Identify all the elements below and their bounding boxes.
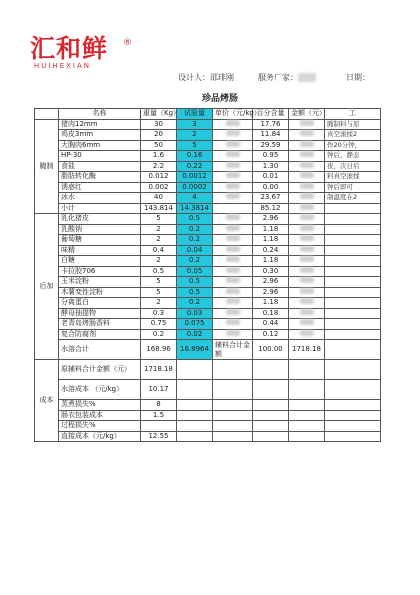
- subtotal-test: 14.3814: [177, 203, 213, 214]
- amount-cell: [289, 193, 325, 204]
- process-cell: [325, 224, 381, 235]
- header-amount: 金额（元）: [289, 109, 325, 120]
- subtotal-unit-price: [213, 203, 253, 214]
- cost-process-cell: [325, 410, 381, 421]
- cost-test-cell: [177, 380, 213, 400]
- process-note: 钟后即可: [325, 182, 381, 193]
- cost-test-cell: [177, 400, 213, 411]
- water-total-test: 16.8964: [177, 340, 213, 360]
- table-row: [35, 277, 381, 288]
- header-test: 试验量: [177, 109, 213, 120]
- percent-cell: 1.18: [253, 235, 289, 246]
- weight-cell: 2: [141, 298, 177, 309]
- table-row: [35, 287, 381, 298]
- weight-cell: 50: [141, 140, 177, 151]
- test-amount-cell: 0.0012: [177, 172, 213, 183]
- weight-cell: 5: [141, 277, 177, 288]
- cost-row: [35, 421, 381, 432]
- header-name: 名称: [59, 109, 141, 120]
- test-amount-cell: 0.075: [177, 319, 213, 330]
- weight-cell: 2: [141, 235, 177, 246]
- cost-label: 肠衣包装成本: [59, 410, 141, 421]
- designer-value: 邵琲刚: [210, 73, 234, 82]
- amount-cell: [289, 130, 325, 141]
- process-note: 真空滚揉2: [325, 130, 381, 141]
- ingredient-name: 乳化猪皮: [59, 214, 141, 225]
- weight-cell: 0.5: [141, 266, 177, 277]
- test-amount-cell: 5: [177, 140, 213, 151]
- percent-cell: 1.18: [253, 256, 289, 267]
- brand-name-cn: 汇和鲜: [30, 34, 109, 63]
- water-total-weight: 168.96: [141, 340, 177, 360]
- test-amount-cell: 0.02: [177, 329, 213, 340]
- cost-unit-price-cell: [213, 380, 253, 400]
- unit-price-cell: [213, 277, 253, 288]
- subtotal-row: [35, 203, 381, 214]
- test-amount-cell: 0.5: [177, 287, 213, 298]
- weight-cell: 5: [141, 214, 177, 225]
- ingredient-name: 鸡皮3mm: [59, 130, 141, 141]
- date-field: [346, 72, 370, 83]
- percent-cell: 0.00: [253, 182, 289, 193]
- process-cell: [325, 256, 381, 267]
- unit-price-cell: [213, 298, 253, 309]
- weight-cell: 2: [141, 256, 177, 267]
- unit-price-cell: [213, 172, 253, 183]
- unit-price-cell: [213, 266, 253, 277]
- cost-value: 10.17: [141, 380, 177, 400]
- section-label-marinate: 腌制: [35, 119, 59, 214]
- process-cell: [325, 235, 381, 246]
- cost-label: 蒸煮损失%: [59, 400, 141, 411]
- cost-amount-cell: [289, 360, 325, 380]
- process-cell: [325, 308, 381, 319]
- percent-cell: 17.76: [253, 119, 289, 130]
- percent-cell: 0.18: [253, 308, 289, 319]
- cost-unit-price-cell: [213, 400, 253, 411]
- table-row: [35, 214, 381, 225]
- registered-mark: ®: [123, 38, 132, 48]
- weight-cell: 30: [141, 119, 177, 130]
- table-row: [35, 319, 381, 330]
- subtotal-weight: 143.814: [141, 203, 177, 214]
- unit-price-cell: [213, 308, 253, 319]
- cost-row: [35, 380, 381, 400]
- ingredient-name: 葡萄糖: [59, 235, 141, 246]
- table-row: [35, 266, 381, 277]
- table-row: [35, 119, 381, 130]
- cost-amount-cell: [289, 400, 325, 411]
- table-row: [35, 308, 381, 319]
- amount-cell: [289, 172, 325, 183]
- amount-cell: [289, 161, 325, 172]
- header-row: [35, 109, 381, 120]
- cost-row: [35, 360, 381, 380]
- header-blank: [35, 109, 59, 120]
- test-amount-cell: 0.5: [177, 214, 213, 225]
- cost-label: 直接成本（元/kg）: [59, 431, 141, 442]
- percent-cell: 0.01: [253, 172, 289, 183]
- process-note: 夜，次日后: [325, 161, 381, 172]
- test-amount-cell: 3: [177, 119, 213, 130]
- table-row: [35, 256, 381, 267]
- process-note: 料真空滚揉: [325, 172, 381, 183]
- cost-amount-cell: [289, 421, 325, 432]
- weight-cell: 2: [141, 224, 177, 235]
- water-total-row: [35, 340, 381, 360]
- ingredient-name: 卡拉胶706: [59, 266, 141, 277]
- cost-unit-price-cell: [213, 431, 253, 442]
- unit-price-cell: [213, 182, 253, 193]
- cost-process-cell: [325, 431, 381, 442]
- table-row: [35, 224, 381, 235]
- process-note: 制温度在2: [325, 193, 381, 204]
- subtotal-process: [325, 203, 381, 214]
- ingredient-name: 冰水: [59, 193, 141, 204]
- cost-percent-cell: [253, 380, 289, 400]
- subtotal-percent: 85.12: [253, 203, 289, 214]
- percent-cell: 1.30: [253, 161, 289, 172]
- test-amount-cell: 0.2: [177, 298, 213, 309]
- weight-cell: 0.75: [141, 319, 177, 330]
- process-cell: [325, 214, 381, 225]
- cost-percent-cell: [253, 400, 289, 411]
- process-cell: [325, 245, 381, 256]
- cost-percent-cell: [253, 431, 289, 442]
- cost-label: 过程损失%: [59, 421, 141, 432]
- process-cell: [325, 298, 381, 309]
- weight-cell: 0.3: [141, 308, 177, 319]
- table-row: [35, 245, 381, 256]
- cost-label: 原辅料合计金额（元）: [59, 360, 141, 380]
- weight-cell: 0.012: [141, 172, 177, 183]
- service-label: 服务厂家：: [258, 73, 298, 82]
- table-row: [35, 182, 381, 193]
- unit-price-cell: [213, 245, 253, 256]
- header-percent: 百分含量: [253, 109, 289, 120]
- ingredient-name: 大胸肉6mm: [59, 140, 141, 151]
- designer-field: [178, 72, 234, 83]
- cost-process-cell: [325, 360, 381, 380]
- ingredient-name: 白糖: [59, 256, 141, 267]
- cost-amount-cell: [289, 410, 325, 421]
- subtotal-label: 小计: [59, 203, 141, 214]
- test-amount-cell: 0.2: [177, 256, 213, 267]
- test-amount-cell: 2: [177, 130, 213, 141]
- amount-cell: [289, 151, 325, 162]
- table-row: [35, 161, 381, 172]
- table-row: [35, 329, 381, 340]
- process-note: 腌制料与原: [325, 119, 381, 130]
- cost-row: [35, 431, 381, 442]
- test-amount-cell: 0.22: [177, 161, 213, 172]
- ingredient-name: 诱惑红: [59, 182, 141, 193]
- cost-row: [35, 410, 381, 421]
- percent-cell: 11.84: [253, 130, 289, 141]
- cost-value: 8: [141, 400, 177, 411]
- amount-cell: [289, 287, 325, 298]
- test-amount-cell: 0.03: [177, 308, 213, 319]
- water-total-label: 水溶合计: [59, 340, 141, 360]
- cost-unit-price-cell: [213, 360, 253, 380]
- ingredient-name: 木薯变性淀粉: [59, 287, 141, 298]
- percent-cell: 0.30: [253, 266, 289, 277]
- cost-value: 12.55: [141, 431, 177, 442]
- percent-cell: 29.59: [253, 140, 289, 151]
- percent-cell: 2.96: [253, 214, 289, 225]
- table-row: [35, 130, 381, 141]
- cost-amount-cell: [289, 431, 325, 442]
- unit-price-cell: [213, 161, 253, 172]
- percent-cell: 23.67: [253, 193, 289, 204]
- test-amount-cell: 0.16: [177, 151, 213, 162]
- table-row: [35, 172, 381, 183]
- test-amount-cell: 0.0002: [177, 182, 213, 193]
- cost-unit-price-cell: [213, 410, 253, 421]
- ingredient-name: 猪肉12mm: [59, 119, 141, 130]
- amount-cell: [289, 319, 325, 330]
- service-value: [298, 73, 316, 82]
- percent-cell: 0.12: [253, 329, 289, 340]
- percent-cell: 1.18: [253, 298, 289, 309]
- cost-value: 1.5: [141, 410, 177, 421]
- brand-logo: [30, 34, 132, 70]
- unit-price-cell: [213, 329, 253, 340]
- ingredient-name: 乳酸钠: [59, 224, 141, 235]
- designer-label: 设计人：: [178, 73, 210, 82]
- header-weight: 重量（Kg）: [141, 109, 177, 120]
- header-unit-price: 单价（元/kg）: [213, 109, 253, 120]
- cost-test-cell: [177, 421, 213, 432]
- ingredient-name: 老青岛烤肠香料: [59, 319, 141, 330]
- amount-cell: [289, 224, 325, 235]
- percent-cell: 2.96: [253, 277, 289, 288]
- amount-cell: [289, 329, 325, 340]
- amount-cell: [289, 245, 325, 256]
- amount-cell: [289, 235, 325, 246]
- amount-cell: [289, 256, 325, 267]
- unit-price-cell: [213, 214, 253, 225]
- test-amount-cell: 0.04: [177, 245, 213, 256]
- process-cell: [325, 277, 381, 288]
- table-row: [35, 140, 381, 151]
- unit-price-cell: [213, 140, 253, 151]
- weight-cell: 40: [141, 193, 177, 204]
- unit-price-cell: [213, 151, 253, 162]
- cost-test-cell: [177, 410, 213, 421]
- weight-cell: 1.6: [141, 151, 177, 162]
- percent-cell: 1.18: [253, 224, 289, 235]
- process-cell: [325, 266, 381, 277]
- cost-percent-cell: [253, 421, 289, 432]
- test-amount-cell: 4: [177, 193, 213, 204]
- water-total-process: [325, 340, 381, 360]
- cost-test-cell: [177, 431, 213, 442]
- percent-cell: 0.24: [253, 245, 289, 256]
- unit-price-cell: [213, 130, 253, 141]
- amount-cell: [289, 298, 325, 309]
- process-cell: [325, 319, 381, 330]
- cost-amount-cell: [289, 380, 325, 400]
- water-total-percent: 100.00: [253, 340, 289, 360]
- cost-row: [35, 400, 381, 411]
- test-amount-cell: 0.2: [177, 235, 213, 246]
- cost-process-cell: [325, 400, 381, 411]
- table-row: [35, 298, 381, 309]
- cost-unit-price-cell: [213, 421, 253, 432]
- ingredient-name: 复合防腐剂: [59, 329, 141, 340]
- unit-price-cell: [213, 256, 253, 267]
- ingredient-name: 分离蛋白: [59, 298, 141, 309]
- table-row: [35, 193, 381, 204]
- service-field: [258, 72, 316, 83]
- ingredient-name: 脂肪转化酶: [59, 172, 141, 183]
- percent-cell: 0.95: [253, 151, 289, 162]
- recipe-table-body: [35, 109, 381, 442]
- test-amount-cell: 0.2: [177, 224, 213, 235]
- amount-cell: [289, 277, 325, 288]
- weight-cell: 20: [141, 130, 177, 141]
- amount-cell: [289, 182, 325, 193]
- weight-cell: 5: [141, 287, 177, 298]
- section-label-additives: 后加: [35, 214, 59, 360]
- unit-price-cell: [213, 287, 253, 298]
- amount-cell: [289, 119, 325, 130]
- ingredient-name: 食盐: [59, 161, 141, 172]
- amount-cell: [289, 308, 325, 319]
- process-note: 钟后，静态: [325, 151, 381, 162]
- unit-price-cell: [213, 193, 253, 204]
- ingredient-name: 酵母抽提物: [59, 308, 141, 319]
- cost-process-cell: [325, 380, 381, 400]
- unit-price-cell: [213, 224, 253, 235]
- unit-price-cell: [213, 319, 253, 330]
- recipe-table: [34, 108, 381, 442]
- process-cell: [325, 287, 381, 298]
- weight-cell: 0.002: [141, 182, 177, 193]
- date-label: 日期：: [346, 73, 370, 82]
- cost-test-cell: [177, 360, 213, 380]
- amount-cell: [289, 214, 325, 225]
- sheet-title: 珍品烤肠: [201, 94, 238, 104]
- cost-value: [141, 421, 177, 432]
- weight-cell: 0.4: [141, 245, 177, 256]
- cost-percent-cell: [253, 360, 289, 380]
- subtotal-amount: [289, 203, 325, 214]
- unit-price-cell: [213, 235, 253, 246]
- header-process: 工: [325, 109, 381, 120]
- aux-total-label: 辅料合计金额: [213, 340, 253, 360]
- table-row: [35, 235, 381, 246]
- section-label-cost: 成本: [35, 360, 59, 442]
- cost-percent-cell: [253, 410, 289, 421]
- test-amount-cell: 0.5: [177, 277, 213, 288]
- weight-cell: 2.2: [141, 161, 177, 172]
- water-total-amount: 1718.18: [289, 340, 325, 360]
- cost-value: 1718.18: [141, 360, 177, 380]
- cost-process-cell: [325, 421, 381, 432]
- table-row: [35, 151, 381, 162]
- ingredient-name: 玉米淀粉: [59, 277, 141, 288]
- percent-cell: 2.96: [253, 287, 289, 298]
- unit-price-cell: [213, 119, 253, 130]
- amount-cell: [289, 140, 325, 151]
- cost-label: 水溶成本 （元/kg）: [59, 380, 141, 400]
- ingredient-name: 味精: [59, 245, 141, 256]
- process-note: 作20分钟，: [325, 140, 381, 151]
- weight-cell: 0.2: [141, 329, 177, 340]
- process-cell: [325, 329, 381, 340]
- ingredient-name: HP-30: [59, 151, 141, 162]
- percent-cell: 0.44: [253, 319, 289, 330]
- amount-cell: [289, 266, 325, 277]
- brand-name-en: HUIHEXIAN: [34, 62, 92, 70]
- test-amount-cell: 0.05: [177, 266, 213, 277]
